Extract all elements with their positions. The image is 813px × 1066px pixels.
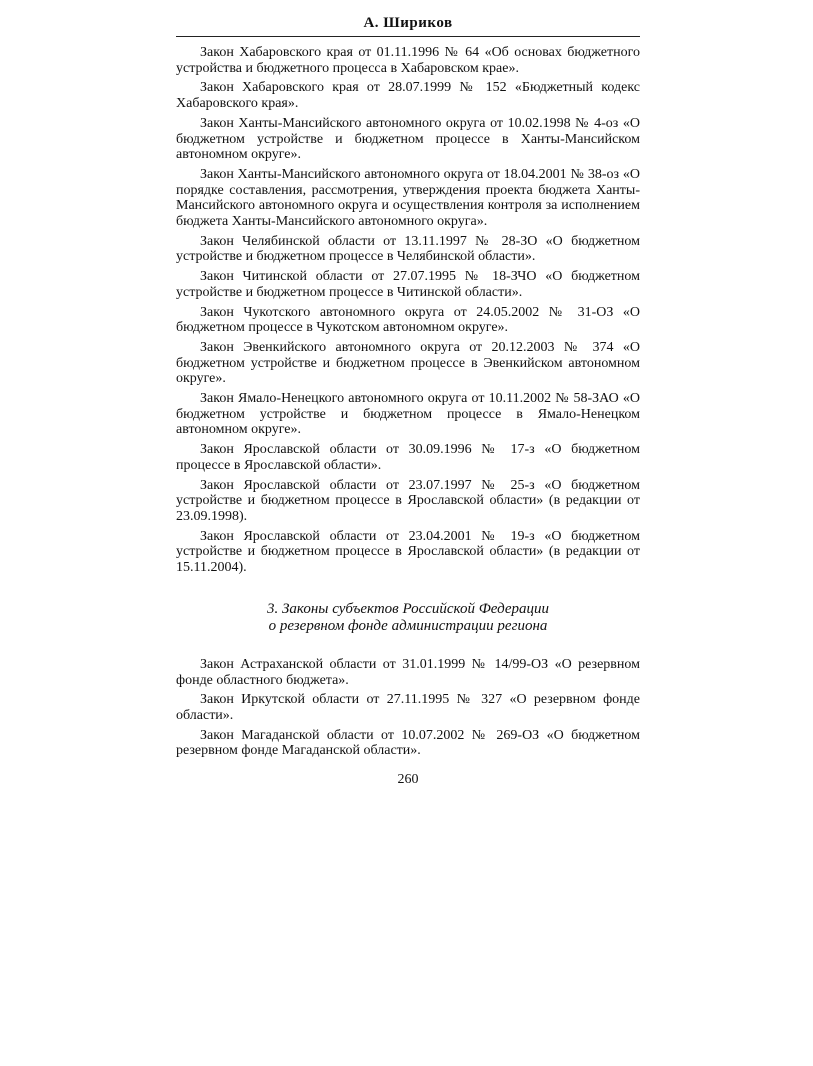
law-entry: Закон Ханты-Мансийского автономного округа от 10.02.1998 № 4-оз «О бюджетном устройстве и бюджетном процессе в Ханты-Мансийском автономном округе». [176,115,640,163]
law-list-top [176,45,640,576]
law-entry: Закон Ханты-Мансийского автономного округа от 18.04.2001 № 38-оз «О порядке составления, рассмотрения, утверждения проекта бюджета Ханты-Мансийского автономного округа и осуществления контроля за исполнением бюджета Ханты-Мансийского автономного округа». [176,166,640,230]
law-entry: Закон Магаданской области от 10.07.2002 № 269-ОЗ «О бюджетном резервном фонде Магаданской области». [176,727,640,759]
section-heading-line-1: 3. Законы субъектов Российской Федерации [266,600,550,617]
header-rule [176,36,640,37]
page-number: 260 [397,772,419,788]
law-entry: Закон Чукотского автономного округа от 24.05.2002 № 31-ОЗ «О бюджетном процессе в Чукотском автономном округе». [176,304,640,336]
law-entry: Закон Челябинской области от 13.11.1997 № 28-ЗО «О бюджетном устройстве и бюджетном процессе в Челябинской области». [176,233,640,265]
section-heading-line-2: о резервном фонде администрации региона [268,617,548,634]
law-entry: Закон Ярославской области от 23.07.1997 № 25-з «О бюджетном устройстве и бюджетном процессе в Ярославской области» (в редакции от 23.09.1998). [176,477,640,524]
law-entry: Закон Иркутской области от 27.11.1995 № 327 «О резервном фонде области». [176,692,640,723]
law-entry: Закон Астраханской области от 31.01.1999 № 14/99-ОЗ «О резервном фонде областного бюджета». [176,656,640,688]
law-entry: Закон Хабаровского края от 28.07.1999 № 152 «Бюджетный кодекс Хабаровского края». [176,80,640,112]
law-entry: Закон Эвенкийского автономного округа от 20.12.2003 № 374 «О бюджетном устройстве и бюджетном процессе в Эвенкийском автономном округе». [176,339,640,387]
law-entry: Закон Читинской области от 27.07.1995 № 18-ЗЧО «О бюджетном устройстве и бюджетном процессе в Читинской области». [176,269,640,300]
law-entry: Закон Ярославской области от 30.09.1996 № 17-з «О бюджетном процессе в Ярославской области». [176,442,640,473]
law-entry: Закон Ямало-Ненецкого автономного округа от 10.11.2002 № 58-ЗАО «О бюджетном устройстве и бюджетном процессе в Ямало-Ненецком автономном округе». [176,391,640,438]
section-heading [176,601,640,635]
law-entry: Закон Ярославской области от 23.04.2001 № 19-з «О бюджетном устройстве и бюджетном процессе в Ярославской области» (в редакции от 15.11.2004). [176,528,640,576]
book-page [176,12,640,788]
law-list-bottom [176,657,640,759]
law-entry: Закон Хабаровского края от 01.11.1996 № 64 «Об основах бюджетного устройства и бюджетного процесса в Хабаровском крае». [176,45,640,76]
running-head-author: А. Шириков [363,15,453,31]
